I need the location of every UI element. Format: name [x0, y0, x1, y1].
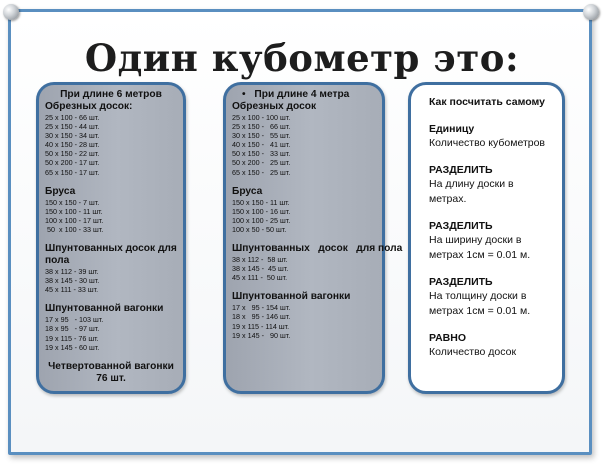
list-item: 50 x 200 - 25 шт.: [232, 158, 291, 168]
list-item: 38 x 145 - 45 шт.: [232, 264, 289, 274]
step-title: РАЗДЕЛИТЬ: [429, 276, 493, 288]
footer-value: 76 шт.: [96, 372, 126, 384]
list-item: 19 x 145 - 60 шт.: [45, 342, 100, 352]
list-item: 150 x 100 - 11 шт.: [45, 206, 103, 216]
list-item: 40 x 150 - 28 шт.: [45, 140, 100, 150]
panel-4m: [223, 82, 403, 394]
list-item: 150 x 150 - 11 шт.: [232, 197, 290, 207]
list-item: 50 x 200 - 17 шт.: [45, 158, 100, 168]
step-text: На ширину доски в: [429, 234, 522, 246]
list-item: 38 x 145 - 30 шт.: [45, 276, 100, 286]
list-item: 19 x 145 - 90 шт.: [232, 330, 291, 340]
pin-icon: [583, 4, 599, 20]
list-item: 50 x 150 - 33 шт.: [232, 149, 291, 159]
panel-heading: [232, 89, 376, 101]
step-text: На толщину доски в: [429, 290, 527, 302]
list-item: 25 x 150 - 44 шт.: [45, 122, 100, 132]
list-item: 65 x 150 - 17 шт.: [45, 167, 100, 177]
pin-icon: [3, 4, 19, 20]
step-text: метрах 1см = 0.01 м.: [429, 305, 531, 317]
list-item: 17 x 95 - 103 шт.: [45, 315, 104, 325]
list-item: 50 x 100 - 33 шт.: [45, 224, 104, 234]
list-item: 19 x 115 - 114 шт.: [232, 321, 290, 331]
section-title: Бруса: [232, 185, 263, 197]
list-item: 18 x 95 - 97 шт.: [45, 324, 100, 334]
slide-title: Один кубометр это:: [84, 36, 520, 80]
section-title: Шпунтованной вагонки: [232, 291, 351, 303]
list-item: 150 x 100 - 16 шт.: [232, 206, 291, 216]
list-item: 45 x 111 - 33 шт.: [45, 285, 99, 295]
panel-heading: При длине 6 метров: [60, 89, 162, 100]
list-item: 45 x 111 - 50 шт.: [232, 273, 288, 283]
section-title: Обрезных досок:: [45, 101, 133, 112]
section-title: Обрезных досок: [232, 101, 317, 112]
list-item: 30 x 150 - 55 шт.: [232, 131, 291, 141]
section-title: Бруса: [45, 185, 76, 197]
panel-how-to: [408, 82, 565, 394]
list-item: 25 x 150 - 66 шт.: [232, 122, 291, 132]
section-title: Шпунтованной вагонки: [45, 303, 164, 315]
list-item: 38 x 112 - 39 шт.: [45, 267, 99, 277]
section-title: Шпунтованных досок для пола: [232, 243, 403, 255]
list-item: 18 x 95 - 146 шт.: [232, 312, 291, 322]
section-title: Шпунтованных досок для пола: [45, 243, 177, 267]
panel-6m: [36, 82, 186, 394]
step-title: Единицу: [429, 123, 475, 135]
footer-title: Четвертованной вагонки: [48, 360, 174, 372]
list-item: 40 x 150 - 41 шт.: [232, 140, 291, 150]
step-title: РАЗДЕЛИТЬ: [429, 164, 493, 176]
list-item: 100 x 100 - 25 шт.: [232, 215, 291, 225]
list-item: 150 x 150 - 7 шт.: [45, 197, 100, 207]
step-text: метрах.: [429, 193, 467, 205]
step-text: Количество досок: [429, 346, 517, 358]
list-item: 100 x 50 - 50 шт.: [232, 224, 287, 234]
bullet: •: [242, 89, 246, 100]
list-item: 25 x 100 - 100 шт.: [232, 113, 291, 122]
list-item: 100 x 100 - 17 шт.: [45, 215, 104, 225]
list-item: 17 x 95 - 154 шт.: [232, 303, 291, 313]
step-title: РАЗДЕЛИТЬ: [429, 220, 493, 232]
list-item: 25 x 100 - 66 шт.: [45, 113, 100, 122]
step-text: метрах 1см = 0.01 м.: [429, 249, 531, 261]
panel-heading: Как посчитать самому: [429, 96, 545, 108]
panel-heading-text: При длине 4 метра: [254, 89, 350, 100]
list-item: 65 x 150 - 25 шт.: [232, 167, 291, 177]
step-title: РАВНО: [429, 332, 466, 344]
step-text: Количество кубометров: [429, 137, 546, 149]
list-item: 38 x 112 - 58 шт.: [232, 255, 288, 265]
list-item: 50 x 150 - 22 шт.: [45, 149, 100, 159]
list-item: 19 x 115 - 76 шт.: [45, 333, 99, 343]
step-text: На длину доски в: [429, 178, 514, 190]
list-item: 30 x 150 - 34 шт.: [45, 131, 100, 141]
